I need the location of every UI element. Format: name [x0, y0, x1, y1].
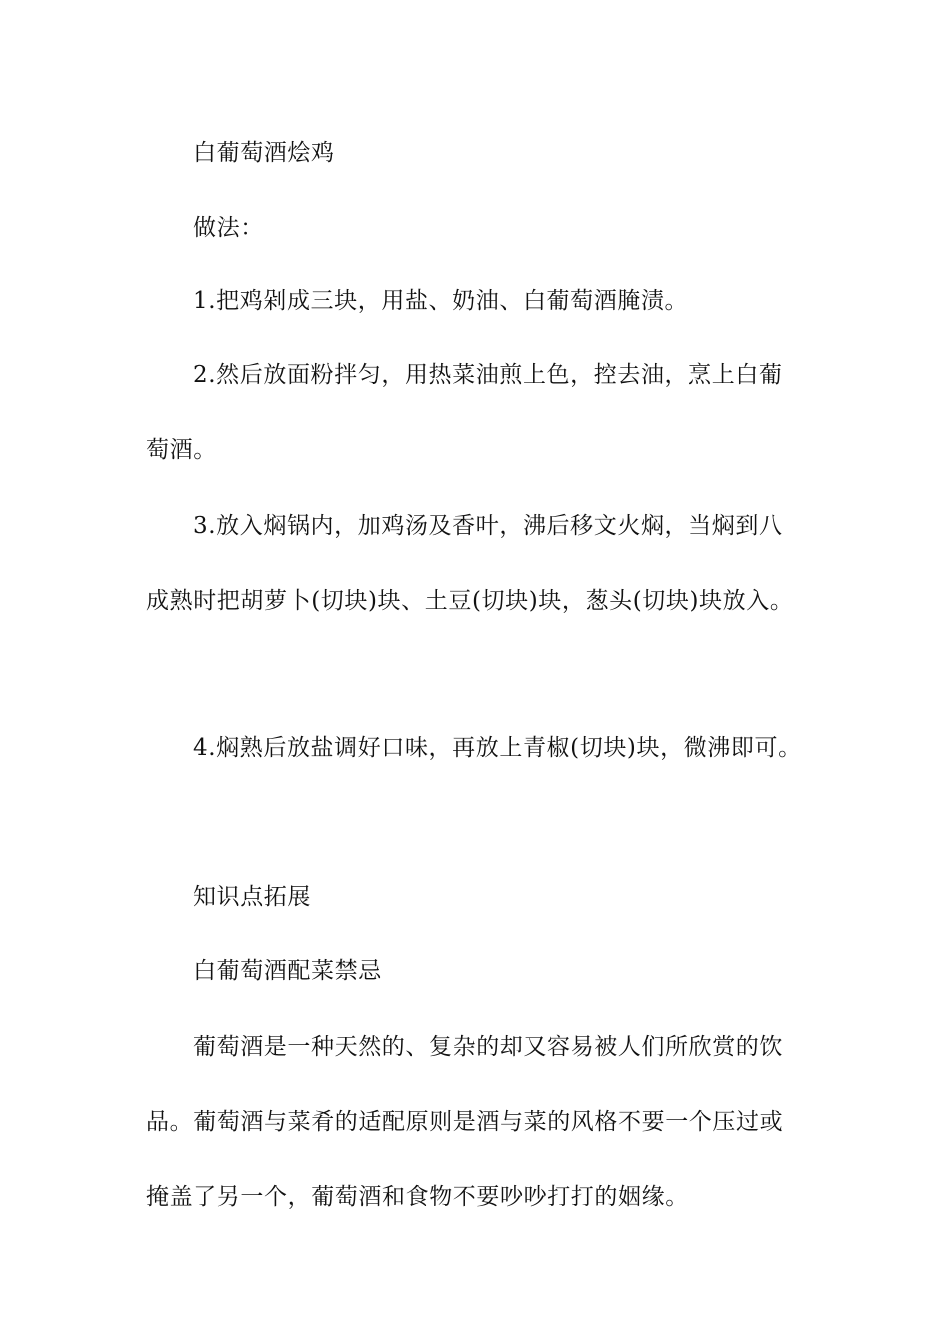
recipe-title: 白葡萄酒烩鸡 [193, 140, 335, 166]
step-4: 4.焖熟后放盐调好口味，再放上青椒(切块)块，微沸即可。 [193, 735, 802, 761]
step-3-line-2: 成熟时把胡萝卜(切块)块、土豆(切块)块，葱头(切块)块放入。 [146, 588, 794, 614]
method-label: 做法： [193, 215, 264, 241]
step-1: 1.把鸡剁成三块，用盐、奶油、白葡萄酒腌渍。 [193, 288, 689, 314]
paragraph-line-3: 掩盖了另一个，葡萄酒和食物不要吵吵打打的姻缘。 [146, 1184, 689, 1210]
paragraph-line-2: 品。葡萄酒与菜肴的适配原则是酒与菜的风格不要一个压过或 [146, 1109, 784, 1135]
paragraph-line-1: 葡萄酒是一种天然的、复杂的却又容易被人们所欣赏的饮 [193, 1034, 783, 1060]
extension-heading: 知识点拓展 [193, 884, 311, 910]
step-2-line-1: 2.然后放面粉拌匀，用热菜油煎上色，控去油，烹上白葡 [193, 362, 783, 388]
step-3-line-1: 3.放入焖锅内，加鸡汤及香叶，沸后移文火焖，当焖到八 [193, 513, 783, 539]
step-2-line-2: 萄酒。 [146, 437, 217, 463]
pairing-heading: 白葡萄酒配菜禁忌 [193, 958, 382, 984]
